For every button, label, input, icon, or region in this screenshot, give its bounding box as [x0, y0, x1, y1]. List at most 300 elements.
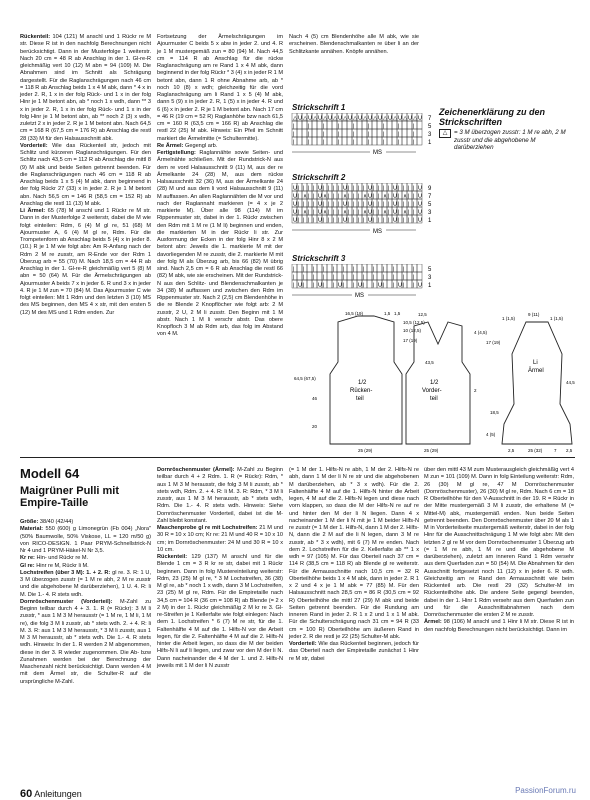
chart-symbol: | [338, 193, 340, 200]
chart-cell [342, 129, 347, 137]
chart-cell [317, 121, 325, 130]
chart-symbol: U [408, 115, 412, 122]
chart-grid-1 [292, 113, 422, 146]
chart-cell [362, 137, 370, 146]
paragraph-li-aermel: Li Ärmel: 65 (78) M anschl und 1 Rückr re M str. Dann in der Musterfolge 2 weiterstr, dabei die M wie folgt einteilen: Rdm, 6 (4) M gl re, 51 (68) M Ajourmuster A, 6 (4) M gl re, Rdm. Für die Trompetenform ab Anschlag beids 5 (4) x in jeder 8. (10.) R je 1 M wie folgt abn: Am R-Anfang nach der Rdm 2 M re zusstr, am R-Ende vor der Rdm 1 Überzug arb = 55 (70) M. Nach 18,5 cm = 44 R ab Anschlag in der 1. Gl-re-R gleichmäßig vert 5 (8) M abn = 50 (64) M. Für die Ärmelschrägungen ab Ajourmuster A beids 7 x in jeder 6. R und 3 x in jeder 4. R je 1 M zun = 70 (84) M. Das Ajourmuster C wie folgt einteilen: Mit 1 Rdm und den letzten 3 (10) MS des MS beginnen, den MS 4 x str, mit den ersten 5 (12) M des MS und 1 Rdm enden. Zur [20, 208, 151, 316]
chart-symbol: | [398, 139, 400, 146]
chart-symbol: U [393, 209, 397, 216]
chart-symbol: | [343, 282, 345, 289]
chart-symbol: | [303, 201, 305, 208]
back-label-1: 1/2 [358, 380, 367, 386]
chart-symbol: | [378, 185, 380, 192]
chart-cell [307, 280, 315, 289]
chart-cell [372, 129, 377, 137]
chart-symbol: | [388, 217, 390, 224]
chart-symbol: | [393, 282, 395, 289]
dim-sleeve-7: 4 (5) [486, 432, 496, 437]
front-label-3: teil [430, 396, 438, 402]
sleeve-label-1: Li [533, 360, 538, 366]
chart-symbol: | [398, 185, 400, 192]
chart-cell [417, 129, 422, 137]
chart-symbol: | [363, 185, 365, 192]
chart-symbol: | [383, 185, 385, 192]
knitting-chart-2 [290, 183, 440, 243]
chart-cell [387, 280, 395, 289]
chart-cell [357, 121, 362, 129]
chart-symbol: U [398, 282, 402, 289]
paragraph-gl-re: Gl re: Hinr re M, Rückr li M. [20, 562, 89, 569]
chart-symbol: | [308, 131, 310, 138]
chart-cell [302, 121, 310, 130]
chart-symbol: | [308, 193, 310, 200]
row-label-7b: 7 [428, 194, 432, 200]
chart-cell [347, 280, 355, 289]
chart-cell [402, 121, 407, 129]
chart-symbol: U [393, 217, 397, 224]
dim-sleeve-1: 9 (11) [528, 312, 540, 317]
chart-title-2: Strickschrift 2 [292, 173, 346, 182]
chart-cell [407, 264, 415, 273]
chart-symbol: | [353, 282, 355, 289]
chart-symbol: ∧ [363, 193, 368, 200]
chart-symbol: | [298, 209, 300, 216]
front-label-1: 1/2 [430, 380, 439, 386]
chart-symbol: △ [393, 115, 398, 122]
chart-symbol: | [353, 274, 355, 281]
chart-cell [417, 137, 422, 145]
chart-symbol: | [313, 217, 315, 224]
chart-symbol: U [388, 115, 392, 122]
chart-cell [332, 121, 340, 130]
chart-symbol: | [353, 201, 355, 208]
chart-cell [312, 129, 317, 137]
chart-symbol: | [373, 274, 375, 281]
chart-symbol: ∧ [323, 209, 328, 216]
chart-cell [347, 129, 355, 138]
chart-symbol: | [323, 266, 325, 273]
chart-symbol: | [338, 209, 340, 216]
chart-symbol: | [338, 123, 340, 130]
chart-cell [347, 121, 355, 130]
chart-symbol: U [348, 115, 352, 122]
knitting-chart-3 [290, 264, 440, 304]
chart-symbol: U [343, 185, 347, 192]
chart-symbol: U [378, 115, 382, 122]
chart-symbol: U [318, 185, 322, 192]
dim-back-10: 25 (29) [358, 448, 373, 453]
chart-cell [297, 272, 305, 281]
chart-grid-2 [292, 183, 422, 224]
paragraph-dornroeschen-aermel: Dornröschenmuster (Ärmel): M-Zahl zu Beginn teilbar durch 4 + 2 Rdm. 1. R (= Rückr): Rdm, * aus 1 M 3 M herausstr, die folg 3 M li zusstr, ab * stets wdh, Rdm. 2. + 4. R: li M. 3. R: Rdm, * 3 M li zusstr, aus 1 M 3 M herausstr, ab * stets wdh, Rdm. Die 1.- 4. R stets wdh. Hinweis: Siehe Dornröschenmuster Vorderteil, dabei ist die M-Zahl bleibt konstant. [157, 467, 283, 524]
chart-symbol: | [348, 193, 350, 200]
chart-symbol: | [388, 193, 390, 200]
chart-symbol: | [408, 201, 410, 208]
sleeve-label-2: Ärmel [528, 368, 544, 374]
chart-cell [362, 129, 370, 138]
chart-symbol: | [338, 139, 340, 146]
chart-symbol: U [368, 201, 372, 208]
chart-cell [327, 280, 335, 289]
chart-symbol: | [383, 131, 385, 138]
chart-symbol: | [383, 139, 385, 146]
chart-symbol: | [358, 209, 360, 216]
row-label-3c: 3 [428, 275, 432, 281]
chart-symbol: U [293, 209, 297, 216]
row-label-1: 1 [428, 140, 432, 146]
chart-symbol: | [363, 217, 365, 224]
chart-symbol: | [373, 282, 375, 289]
chart-symbol: U [318, 115, 322, 122]
chart-cell [312, 137, 317, 145]
chart-symbol: | [348, 201, 350, 208]
chart-cell [337, 264, 345, 273]
model-number: Modell 64 [20, 466, 80, 481]
dim-front-3: 4 (4,5) [474, 330, 488, 335]
chart-symbol: ∧ [343, 209, 348, 216]
chart-symbol: | [308, 217, 310, 224]
chart-cell [407, 280, 415, 289]
chart-cell [407, 129, 415, 138]
chart-cell [357, 137, 362, 145]
chart-cell [342, 137, 347, 145]
chart-cell [367, 280, 375, 289]
chart-symbol: | [338, 201, 340, 208]
paragraph-falten: (= 1 M der 1. Hilfs-N re abh, 1 M der 2. Hilfs-N re abh, dann 1 M der li N re str und die abgehobenen M darüberziehen, ab * 3 x wdh). Für die 2. Faltenhälfte 4 M auf die 1. Hilfs-N hinter die Arbeit legen, 4 M auf die 2. Hilfs-N legen und diese nach vorn klappen, so dass die M der Hilfs-N re auf re und hinter den M der li N liegen. Dann 4 x nacheinander 1 M der li N mit je 1 M beider Hilfs-N re zusstr (= 1 M der 1. Hilfs-N, dann 1 M der 2. Hilfs-N, dann die 2 M auf die li N legen, dann 3 M re zusstr, ab * 3 x wdh), mit 6 (7) M re enden. Nach dem 2. Lochstreifen für die 2. Kellerfalte ab ** 1 x wdh = 97 (105) M. Für das Oberteil nach 37 cm = 114 R (38,5 cm = 118 R) ab Blende gl re weiterstr. Für die Armausschnitte nach 10,5 cm = 32 R Oberteilhöhe beids 1 x 4 M abk, dann in jeder 2. R 1 x 2 und 4 x je 1 M abk = 77 (85) M. Für den Halsausschnitt nach 28,5 cm = 86 R (30,5 cm = 92 R) Oberteilhöhe die mittl 27 (29) M abk und beide Seiten getrennt beenden. Für die Rundung am inneren Rand in jeder 2. R 1 x 2 und 1 x 1 M abk. Für die Schulterschrägung nach 31 cm = 94 R (33 cm = 100 R) Oberteilhöhe am äußeren Rand in jeder 2. R die restl je 22 (25) Schulter-M abk. [289, 467, 419, 640]
paragraph-lochstreifen: Lochstreifen (über 3 M): 1. + 2. R: gl re. 3. R: 1 U, 3 M überzogen zusstr (= 1 M re abh, 2 M re zusstr und die abgehobene M darüberziehen), 1 U. 4. R: li M. Die 1.- 4. R stets wdh. [20, 569, 151, 598]
dim-sleeve-6: 18,5 [490, 410, 499, 415]
model-column-4 [424, 467, 574, 634]
chart-symbol: | [383, 201, 385, 208]
chart-symbol: | [383, 274, 385, 281]
chart-symbol: U [418, 209, 422, 216]
paragraph-vorderteil-cont: über den mittl 43 M zum Musterausgleich gleichmäßig vert 4 M zun = 101 (109) M. Dann in folg Einteilung weiterstr: Rdm, 26 (30) M gl re, 47 M Dornröschenmuster (Dornröschenmuster), 26 (30) M gl re, Rdm. Nach 6 cm = 18 R Oberteilhöhe für den V-Ausschnitt in der 19. R = Rückr in der Mitte mustergemäß 3 M li zusstr, die erhaltene M (= Mittel-M) abk, mustergemäß enden. Nun beide Seiten getrennt beenden. Den Dornröschenmuster über 20 M als 1 M in Vorderteilseite mustergemäß weiterstr, dabei in der folg Hinr für die Ausschnittschrägung 1 M wie folgt abn: Mit den letzten 2 gl re M vor dem Dornröschenmuster 1 Überzug arb (= 1 M re abh, 1 M re und die abgehobene M darüberziehen), zuletzt am inneren Rand 1 Rdm versehr aus dem Querfaden zun = 50 (54) M. Die Abnahmen für den Ausschnitt fortgesetzt noch 11 (12) x in jeder 6. R wdh. Gleichzeitig am re Rand den Armausschnitt wie beim Rückenteil arb. Die restl 29 (32) Schulter-M im Rückenteilhöhe abk. Die andere Seite gegengl beenden, dabei in der 1. Hinr 1 Rdm versehr aus dem Querfaden zun und für die Ausschnittabnahmen nach dem Dornröschenmuster die ersten 2 M re zusstr. [424, 467, 575, 618]
chart-cell [307, 272, 315, 281]
chart-cell [417, 121, 422, 129]
chart-symbol: U [293, 217, 297, 224]
chart-symbol: | [353, 185, 355, 192]
chart-symbol: | [398, 193, 400, 200]
chart-symbol: | [338, 217, 340, 224]
chart-cell [387, 121, 392, 129]
chart-symbol: | [303, 282, 305, 289]
chart-symbol: | [413, 266, 415, 273]
row-label-1c: 1 [428, 283, 432, 289]
chart-symbol: | [333, 185, 335, 192]
page-number: 60 [20, 788, 33, 800]
chart-title-3: Strickschrift 3 [292, 254, 346, 263]
chart-symbol: ∧ [383, 193, 388, 200]
chart-symbol: | [328, 209, 330, 216]
chart-symbol: △ [353, 115, 358, 122]
paragraph-groesse: Größe: 38/40 (42/44) [20, 519, 74, 525]
chart-symbol: U [418, 217, 422, 224]
chart-cell [377, 272, 385, 281]
chart-cell [327, 137, 332, 145]
chart-symbol: | [323, 139, 325, 146]
text-column-1 [20, 34, 151, 317]
chart-symbol: | [308, 209, 310, 216]
chart-cell [417, 272, 422, 280]
chart-symbol: | [373, 193, 375, 200]
dim-front-5: 25 (29) [424, 448, 439, 453]
chart-legend [439, 107, 574, 152]
chart-symbol: | [388, 209, 390, 216]
chart-cell [317, 137, 325, 146]
chart-symbol: U [293, 193, 297, 200]
chart-symbol: | [328, 185, 330, 192]
chart-symbol: U [318, 282, 322, 289]
chart-symbol: U [298, 115, 302, 122]
chart-symbol: | [398, 209, 400, 216]
chart-symbol: U [418, 115, 422, 122]
chart-symbol: | [313, 282, 315, 289]
chart-symbol: | [368, 123, 370, 130]
chart-symbol: | [413, 139, 415, 146]
chart-symbol: | [353, 193, 355, 200]
chart-symbol: U [343, 217, 347, 224]
chart-cell [377, 121, 385, 130]
chart-cell [317, 264, 325, 273]
chart-symbol: | [333, 201, 335, 208]
chart-symbol: | [333, 193, 335, 200]
chart-symbol: | [348, 217, 350, 224]
chart-cell [392, 121, 400, 130]
chart-symbol: | [338, 185, 340, 192]
chart-cell [377, 264, 385, 273]
model-column-2 [157, 467, 283, 670]
chart-symbol: △ [373, 115, 378, 122]
dim-sleeve-3: 1 (1,5) [550, 316, 564, 321]
chart-symbol: | [323, 201, 325, 208]
chart-symbol: U [343, 201, 347, 208]
chart-symbol: | [413, 131, 415, 138]
chart-cell [297, 121, 302, 129]
chart-symbol: | [413, 209, 415, 216]
chart-symbol: ∧ [363, 209, 368, 216]
dim-front-2: 2 [474, 388, 477, 393]
chart-symbol: | [353, 266, 355, 273]
chart-cell [297, 264, 305, 273]
chart-symbol: | [293, 131, 295, 138]
chart-symbol: U [318, 193, 322, 200]
dim-sleeve-5: 44,5 [566, 380, 575, 385]
chart-cell [317, 272, 325, 281]
chart-cell [392, 137, 400, 146]
chart-symbol: △ [363, 115, 368, 122]
chart-symbol: △ [383, 115, 388, 122]
chart-symbol: U [338, 282, 342, 289]
dim-sleeve-4: 17 (19) [486, 340, 501, 345]
chart-cell [307, 264, 315, 273]
chart-symbol: | [328, 201, 330, 208]
chart-cell [302, 129, 310, 138]
chart-symbol: | [313, 209, 315, 216]
chart-cell [402, 137, 407, 145]
chart-cell [332, 137, 340, 146]
front-label-2: Vorder- [422, 388, 442, 394]
chart-symbol: | [413, 217, 415, 224]
chart-symbol: | [368, 139, 370, 146]
page-footer [20, 788, 82, 800]
chart-cell [327, 129, 332, 137]
chart-symbol: | [353, 123, 355, 130]
chart-cell [337, 272, 345, 281]
chart-symbol: U [418, 201, 422, 208]
chart-cell [357, 264, 365, 273]
chart-symbol: | [358, 217, 360, 224]
chart-symbol: ∧ [323, 193, 328, 200]
chart-symbol: ∧ [303, 193, 308, 200]
dim-back-8: 46 [312, 396, 318, 401]
chart-symbol: | [373, 209, 375, 216]
knitting-chart-1 [290, 113, 440, 161]
pattern-schematics [290, 304, 580, 454]
legend-title: Zeichenerklärung zu den Strickschriften [439, 107, 546, 127]
chart-symbol: | [328, 217, 330, 224]
paragraph-kr-re: Kr re: Hin- und Rückr re M. [20, 555, 89, 562]
chart-cell [402, 129, 407, 137]
chart-symbol: U [318, 209, 322, 216]
paragraph-rueckenteil-64: Rückenteil: 129 (137) M anschl und für die Blende 1 cm = 3 R kr re str, dabei mit 1 Rückr beginnen. Dann in folg Mustereinteilung weiterstr: Rdm, 23 (25) M gl re, * 3 M Lochstreifen, 36 (38) M gl re, ab * noch 1 x wdh, dann 3 M Lochstreifen, 23 (25) M gl re, Rdm. Für die Empiretaille nach 34,5 cm = 104 R (36 cm = 108 R) ab Blende (= 2 x 2 M) in der 1. Rückr gleichmäßig 2 M kr re 3. Gl-re-Streifen je 1 Kellerfalte wie folgt einlegen: Nach dem 1. Lochstreifen * 6 (7) M re str, für die 1. Faltenhälfte 4 M auf die 1. Hilfs-N vor die Arbeit legen, für die 2. Faltenhälfte 4 M auf die 2. Hilfs-N hinter die Arbeit legen, so dass die M der beiden Hilfs-N li auf li liegen, und zwar vor den M der li N. Dann nacheinander die 4 M der 1. und 2. Hilfs-N jeweils mit 1 M der li N zusstr [157, 554, 283, 669]
legend-item-text: = 3 M überzogen zusstr: 1 M re abh, 2 M zusstr und die abgehobene M darüberziehen [454, 129, 566, 151]
chart-symbol: | [348, 209, 350, 216]
chart-symbol: | [338, 131, 340, 138]
chart-symbol: U [328, 115, 332, 122]
dim-back-4: 10,5 (12,5) [403, 320, 425, 325]
chart-symbol: | [293, 123, 295, 130]
chart-title-1: Strickschrift 1 [292, 103, 346, 112]
chart-symbol: | [348, 185, 350, 192]
chart-symbol: | [333, 266, 335, 273]
model-column-1 [20, 519, 151, 686]
chart-symbol: ∧ [303, 209, 308, 216]
chart-symbol: | [363, 201, 365, 208]
chart-symbol: | [383, 217, 385, 224]
chart-symbol: | [398, 123, 400, 130]
chart-symbol: U [393, 185, 397, 192]
dim-sleeve-10: 7 [554, 448, 557, 453]
chart-symbol: | [303, 185, 305, 192]
back-label-2: Rücken- [350, 388, 373, 394]
chart-cell [387, 264, 395, 273]
chart-symbol: | [383, 282, 385, 289]
chart-cell [407, 137, 415, 146]
dim-back-7: 64,5 (67,5) [294, 376, 316, 381]
dim-back-5: 17 (19) [403, 338, 418, 343]
legend-item [439, 129, 574, 152]
chart-symbol: | [398, 201, 400, 208]
ms-label-2: MS [373, 229, 382, 235]
chart-symbol: | [388, 201, 390, 208]
chart-symbol: | [353, 139, 355, 146]
chart-symbol: | [413, 185, 415, 192]
paragraph-re-aermel: Re Ärmel: Gegengl arb. [157, 142, 218, 149]
row-label-3: 3 [428, 132, 432, 138]
paragraph-material: Material: 550 (600) g Limonegrün (Fb 004) „Nora" (50% Baumwolle, 50% Viskose, LL = 120 m/50 g) von RICO-DESIGN. 1 Paar PRYM-Schnellstrick-N Nr 4 und 1 PRYM-Häkel-N Nr 3,5. [20, 526, 151, 554]
row-label-3b: 3 [428, 210, 432, 216]
chart-symbol: | [333, 274, 335, 281]
chart-cell [387, 129, 392, 137]
chart-symbol: ∧ [403, 209, 408, 216]
chart-symbol: | [403, 201, 405, 208]
chart-symbol: | [378, 201, 380, 208]
chart-symbol: | [383, 266, 385, 273]
chart-cell [387, 137, 392, 145]
dim-back-1: 16,5 (19) [345, 311, 364, 316]
chart-symbol: | [393, 266, 395, 273]
ms-label-3: MS [355, 293, 364, 299]
chart-symbol: U [318, 217, 322, 224]
chart-symbol: | [403, 274, 405, 281]
chart-symbol: | [413, 201, 415, 208]
chart-cell [387, 272, 395, 281]
chart-cell [302, 137, 310, 146]
chart-cell [297, 137, 302, 145]
chart-symbol: U [338, 115, 342, 122]
model-column-3 [289, 467, 419, 663]
chart-symbol: | [313, 274, 315, 281]
paragraph-vorderteil: Vorderteil: Wie das Rückenteil str, jedoch mit Schlitz und kürzeren Raglanschrägungen. Für den Schlitz nach 43,5 cm = 112 R ab Anschlag die mittl 8 (9) M abk und beide Seiten getrennt beenden. Für die Raglanschrägungen nach 46 cm = 118 R ab Anschlag beids 1 x 5 (4) M abk, dann beginnend in der folg Rückr 27 (33) x in jeder 2. R je 1 M betont abn. Nach 56,5 cm = 146 R (58,5 cm = 152 R) ab Anschlag die restl 11 (13) M abk. [20, 142, 151, 207]
chart-cell [377, 137, 385, 146]
chart-symbol: U [393, 201, 397, 208]
chart-symbol: △ [313, 115, 318, 122]
chart-cell [397, 264, 405, 273]
chart-cell [407, 272, 415, 281]
chart-cell [327, 272, 335, 281]
chart-symbol: U [293, 201, 297, 208]
chart-symbol: U [393, 193, 397, 200]
row-label-5: 5 [428, 124, 432, 130]
chart-symbol: | [363, 266, 365, 273]
chart-cell [327, 264, 335, 273]
chart-symbol: | [313, 201, 315, 208]
chart-cell [372, 137, 377, 145]
chart-symbol: | [298, 185, 300, 192]
paragraph-maschenprobe: Maschenprobe gl re mit Lochstreifen: 21 M und 30 R = 10 x 10 cm; Kr re: 21 M und 40 R = 10 x 10 cm; im Dornröschenmuster: 24 M und 30 R = 10 x 10 cm. [157, 525, 283, 553]
chart-symbol: U [358, 282, 362, 289]
chart-symbol: U [298, 282, 302, 289]
chart-symbol: | [323, 131, 325, 138]
chart-symbol: | [388, 185, 390, 192]
chart-symbol: | [413, 282, 415, 289]
chart-symbol: | [313, 266, 315, 273]
chart-symbol: | [373, 185, 375, 192]
chart-cell [357, 272, 365, 281]
ms-label-1: MS [373, 150, 382, 156]
chart-symbol: | [393, 274, 395, 281]
dim-sleeve-11: 2,5 [566, 448, 573, 453]
chart-symbol: △ [333, 115, 338, 122]
chart-symbol: | [303, 266, 305, 273]
chart-cell [407, 121, 415, 130]
chart-cell [342, 121, 347, 129]
chart-symbol: | [323, 185, 325, 192]
chart-cell [372, 121, 377, 129]
chart-symbol: | [353, 131, 355, 138]
chart-symbol: U [378, 282, 382, 289]
dim-back-6: 43,5 [425, 360, 434, 365]
chart-symbol: | [413, 193, 415, 200]
chart-symbol: | [383, 123, 385, 130]
chart-symbol: | [308, 185, 310, 192]
chart-symbol: | [293, 274, 295, 281]
chart-symbol: | [293, 139, 295, 146]
chart-symbol: | [413, 274, 415, 281]
paragraph-aermel-64: Ärmel: 98 (106) M anschl und 1 Hinr li M str. Diese R ist in den nachfolg Berechnungen nicht berücksichtigt. Dann im [424, 619, 574, 633]
paragraph-rueckenteil: Rückenteil: 104 (121) M anschl und 1 Rückr re M str. Diese R ist in den nachfolg Berechnungen nicht berücksichtigt. Dann in der Musterfolge 1 weiterstr. Nach 20 cm = 48 R ab Anschlag in der 1. Gl-re-R gleichmäßig vert 10 (12) M abn = 94 (109) M. Die Abnahmen sind im Schnitt als Schrägung dargestellt. Für die Raglanschrägungen nach 46 cm = 118 R ab Anschlag beids 1 x 4 M abk, dann * 4 x in jeder 2. R, 1 x in der folg Rück- und 1 x in der folg Hinr je 1 M betont abn, ab * noch 1 x wdh, dann ** 3 x in jeder 2. R, 1 x in der folg Rück- und 1 x in der folg Hinr je 1 M betont abn, ab ** noch 2 (3) x wdh, zuletzt 2 x in jeder 2. R je 1 M betont abn. Nach 64,5 cm = 168 R (67,5 cm = 176 R) ab Anschlag die restl 28 (33) M für den Halsausschnitt abk. [20, 34, 151, 142]
section-divider [20, 457, 575, 458]
chart-symbol: U [368, 115, 372, 122]
